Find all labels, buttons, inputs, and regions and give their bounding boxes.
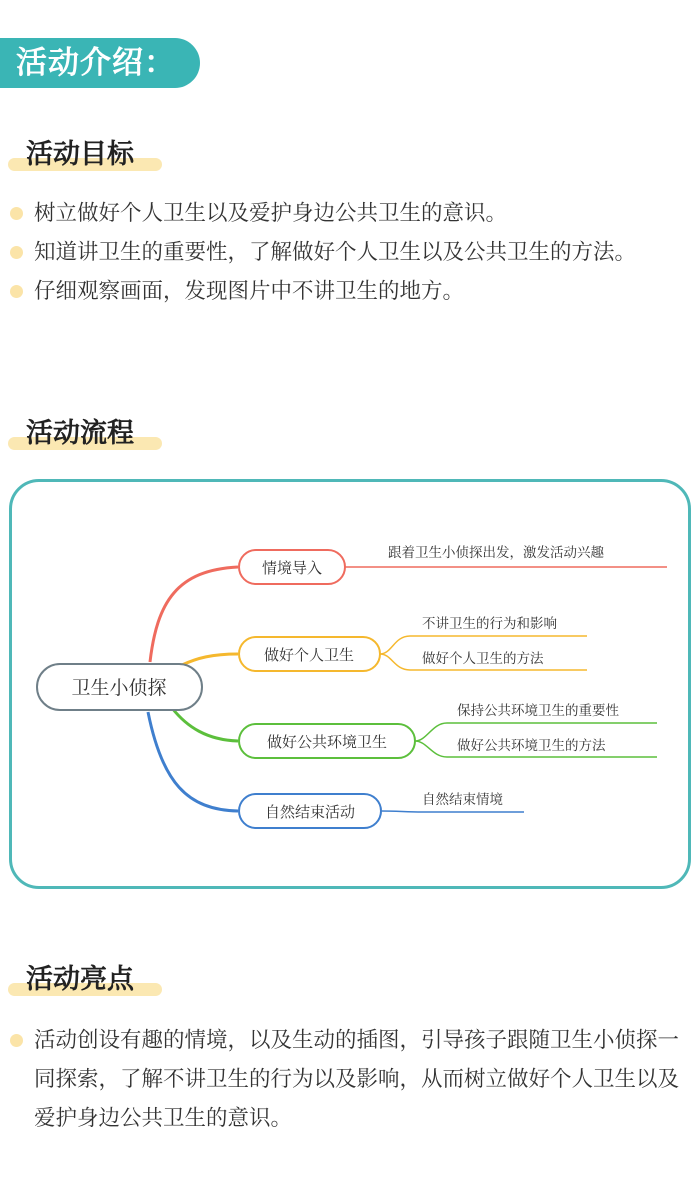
highlights-list [8, 1021, 692, 1138]
connector-leaf-4-1 [381, 811, 524, 812]
bullet-dot [10, 285, 23, 298]
mindmap-leaf-label: 自然结束情境 [422, 792, 503, 808]
page-header: 活动介绍： [0, 38, 200, 88]
mindmap-diagram [12, 482, 688, 886]
goal-text: 树立做好个人卫生以及爱护身边公共卫生的意识。 [34, 201, 508, 226]
mindmap-leaf-label: 做好个人卫生的方法 [422, 651, 544, 667]
mindmap-leaf-label: 做好公共环境卫生的方法 [457, 738, 606, 754]
bullet-dot [10, 1034, 23, 1047]
bullet-dot [10, 246, 23, 259]
list-item [8, 1021, 692, 1138]
bullet-dot [10, 207, 23, 220]
goal-text: 知道讲卫生的重要性，了解做好个人卫生以及公共卫生的方法。 [34, 240, 637, 265]
connector-branch-1 [150, 567, 238, 662]
mindmap-root-label: 卫生小侦探 [71, 677, 167, 699]
goals-list [8, 194, 692, 311]
mindmap-branch-label-4: 自然结束活动 [264, 803, 356, 821]
section-title-flow-text: 活动流程 [26, 418, 134, 449]
mindmap-branch-label-1: 情境导入 [261, 559, 323, 577]
mindmap-branch-label-3: 做好公共环境卫生 [266, 733, 388, 751]
mindmap-branch-label-2: 做好个人卫生 [263, 646, 355, 664]
connector-branch-3 [172, 708, 238, 741]
list-item [8, 194, 692, 233]
mindmap-panel [9, 479, 691, 889]
mindmap-leaf-label: 不讲卫生的行为和影响 [422, 616, 557, 632]
connector-branch-2 [182, 654, 238, 665]
mindmap-leaf-label: 保持公共环境卫生的重要性 [457, 703, 619, 719]
section-title-highlights [8, 962, 134, 998]
section-title-goals-text: 活动目标 [26, 139, 134, 170]
list-item [8, 272, 692, 311]
section-title-highlights-text: 活动亮点 [26, 964, 134, 995]
goal-text: 仔细观察画面，发现图片中不讲卫生的地方。 [34, 279, 465, 304]
highlight-text: 活动创设有趣的情境，以及生动的插图，引导孩子跟随卫生小侦探一同探索，了解不讲卫生的行为以及影响，从而树立做好个人卫生以及爱护身边公共卫生的意识。 [34, 1028, 680, 1131]
mindmap-leaf-label: 跟着卫生小侦探出发，激发活动兴趣 [388, 545, 604, 561]
section-title-goals [8, 137, 134, 173]
list-item [8, 233, 692, 272]
section-title-flow [8, 416, 134, 452]
